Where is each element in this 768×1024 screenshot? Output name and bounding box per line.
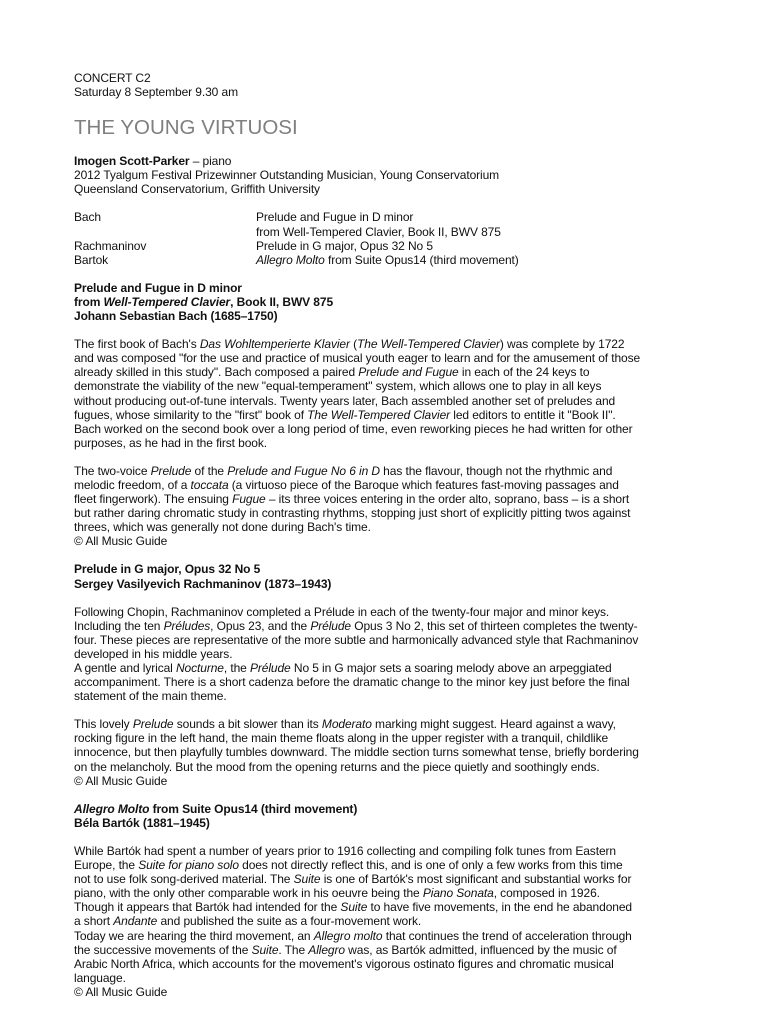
text-line: © All Music Guide [74, 534, 168, 549]
performer-line [74, 154, 724, 168]
performer-institution: Queensland Conservatorium, Griffith University [74, 182, 320, 197]
text-line: but rather daring chromatic study in contrasting rhythms, stopping just short of explicitly pitting twos against [74, 506, 631, 521]
text-line: fugues, whose similarity to the "first" book of The Well-Tempered Clavier led editors to entitle it "Book II". [74, 407, 616, 422]
text-line: Bach worked on the second book over a long period of time, even reworking pieces he had written for other [74, 421, 633, 436]
program-row [74, 253, 724, 267]
rachmaninov-heading: Prelude in G major, Opus 32 No 5 Sergey Vasilyevich Rachmaninov (1873–1943) [74, 562, 332, 591]
text-line: rocking figure in the left hand, the main theme floats along in the upper register with a tranquil, childlike [74, 731, 609, 746]
text-line: language. [74, 970, 126, 985]
program-composer: Bartok [74, 252, 109, 267]
program-work: Prelude and Fugue in D minor [256, 210, 414, 225]
text-line: Including the ten Préludes, Opus 23, and the Prélude Opus 3 No 2, this set of thirteen completes the twenty- [74, 618, 638, 633]
bach-paragraph-1 [74, 337, 724, 450]
performer-award: 2012 Tyalgum Festival Prizewinner Outstanding Musician, Young Conservatorium [74, 168, 500, 183]
program-composer: Bach [74, 210, 101, 225]
program-row [74, 239, 724, 253]
text-line: Today we are hearing the third movement, an Allegro molto that continues the trend of acceleration through [74, 928, 632, 943]
text-line: developed in his middle years. [74, 646, 233, 661]
bartok-heading: Allegro Molto from Suite Opus14 (third movement) Béla Bartók (1881–1945) [74, 801, 358, 830]
text-line: purposes, as he had in the first book. [74, 435, 267, 450]
bach-heading: Prelude and Fugue in D minor from Well-Tempered Clavier, Book II, BWV 875 Johann Sebastian Bach (1685–1750) [74, 280, 334, 324]
text-line: four. These pieces are representative of the more subtle and harmonically advanced style that Rachmaninov [74, 632, 639, 647]
program-work: Allegro Molto from Suite Opus14 (third movement) [256, 252, 519, 267]
program-work: Prelude in G major, Opus 32 No 5 [256, 238, 433, 253]
text-line: a short Andante and published the suite as a four-movement work. [74, 914, 422, 929]
text-line: threes, which was generally not done during Bach's time. [74, 520, 371, 535]
concert-date: Saturday 8 September 9.30 am [74, 85, 238, 100]
program-list [74, 210, 724, 266]
concert-code: CONCERT C2 [74, 71, 151, 85]
text-line: innocence, but then playfully tumbles downward. The middle section turns somewhat tense, briefly bordering [74, 745, 639, 760]
text-line: and was composed "for the use and practice of musical youth eager to learn and for the amusement of those [74, 351, 641, 366]
performer-role: – piano [189, 154, 232, 169]
text-line: fleet fingerwork). The ensuing Fugue – its three voices entering in the order alto, soprano, bass – is a short [74, 492, 630, 507]
program-notes-page [74, 71, 724, 999]
text-line: the successive movements of the Suite. The Allegro was, as Bartók admitted, influenced by the music of [74, 942, 617, 957]
bach-paragraph-2 [74, 464, 724, 549]
text-line: melodic freedom, of a toccata (a virtuoso piece of the Baroque which features fast-moving passages and [74, 477, 619, 492]
performer-block [74, 154, 724, 196]
text-line: Europe, the Suite for piano solo does not directly reflect this, and is one of only a few works from this time [74, 858, 623, 873]
text-line: The first book of Bach's Das Wohltemperierte Klavier (The Well-Tempered Clavier) was complete by 1722 [74, 337, 625, 352]
text-line: piano, with the only other comparable work in his oeuvre being the Piano Sonata, composed in 1926. [74, 886, 600, 901]
text-line: accompaniment. There is a short cadenza before the dramatic change to the minor key just before the final [74, 675, 630, 690]
text-line: statement of the main theme. [74, 689, 227, 704]
page-title: THE YOUNG VIRTUOSI [74, 116, 298, 140]
text-line: A gentle and lyrical Nocturne, the Prélude No 5 in G major sets a soaring melody above an arpeggiated [74, 661, 612, 675]
program-work-detail: from Well-Tempered Clavier, Book II, BWV 875 [256, 224, 501, 239]
text-line: demonstrate the viability of the new "equal-temperament" system, which allows one to play in all keys [74, 379, 602, 394]
text-line: already skilled in this study". Bach composed a paired Prelude and Fugue in each of the 24 keys to [74, 365, 590, 380]
text-line: This lovely Prelude sounds a bit slower than its Moderato marking might suggest. Heard against a wavy, [74, 717, 616, 732]
text-line: Though it appears that Bartók had intended for the Suite to have five movements, in the end he abandoned [74, 900, 633, 915]
text-line: The two-voice Prelude of the Prelude and Fugue No 6 in D has the flavour, though not the rhythmic and [74, 463, 613, 478]
rachmaninov-paragraph-1 [74, 605, 724, 704]
performer-name: Imogen Scott-Parker [74, 154, 190, 169]
rachmaninov-paragraph-2 [74, 717, 724, 787]
text-line: not to use folk song-derived material. The Suite is one of Bartók's most significant and substantial works for [74, 872, 632, 887]
text-line: without producing out-of-tune intervals. Twenty years later, Bach assembled another set of preludes and [74, 393, 616, 408]
program-row [74, 210, 724, 238]
text-line: © All Music Guide [74, 773, 168, 788]
bartok-paragraph-1 [74, 844, 724, 999]
text-line: Arabic North Africa, which accounts for the movement's vigorous ostinato figures and chromatic musical [74, 956, 614, 971]
program-composer: Rachmaninov [74, 238, 147, 253]
text-line: © All Music Guide [74, 984, 168, 999]
text-line: Following Chopin, Rachmaninov completed a Prélude in each of the twenty-four major and minor keys. [74, 604, 610, 619]
text-line: While Bartók had spent a number of years prior to 1916 collecting and compiling folk tunes from Eastern [74, 843, 616, 858]
text-line: on the melancholy. But the mood from the opening returns and the piece quietly and soothingly ends. [74, 759, 600, 774]
